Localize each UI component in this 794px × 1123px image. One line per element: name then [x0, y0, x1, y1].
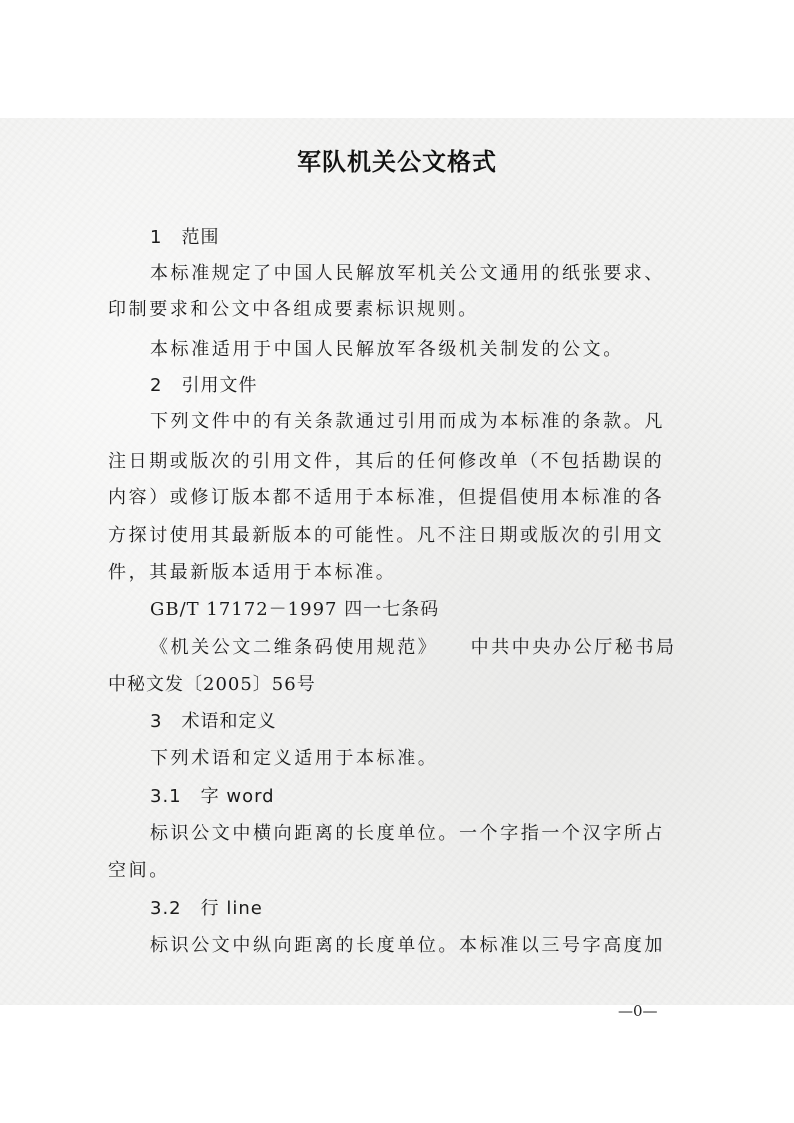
- reference-gbt-17172: GB/T 17172－1997 四一七条码: [150, 599, 440, 620]
- body-line: 方探讨使用其最新版本的可能性。凡不注日期或版次的引用文: [108, 525, 665, 546]
- body-line: 下列文件中的有关条款通过引用而成为本标准的条款。凡: [150, 411, 665, 432]
- document-title: 军队机关公文格式: [297, 148, 497, 176]
- page-number: —0—: [618, 1002, 658, 1020]
- body-line: 标识公文中横向距离的长度单位。一个字指一个汉字所占: [150, 823, 665, 844]
- section-heading-references: 2 引用文件: [150, 375, 258, 396]
- body-line: 注日期或版次的引用文件，其后的任何修改单（不包括勘误的: [108, 451, 665, 472]
- body-line: 本标准规定了中国人民解放军机关公文通用的纸张要求、: [150, 263, 665, 284]
- body-line: 件，其最新版本适用于本标准。: [108, 562, 397, 583]
- body-line: 本标准适用于中国人民解放军各级机关制发的公文。: [150, 339, 624, 360]
- body-line: 印制要求和公文中各组成要素标识规则。: [108, 299, 479, 320]
- subsection-heading-line: 3.2 行 line: [150, 898, 263, 919]
- subsection-heading-word: 3.1 字 word: [150, 786, 275, 807]
- body-line: 标识公文中纵向距离的长度单位。本标准以三号字高度加: [150, 935, 665, 956]
- section-heading-scope: 1 范围: [150, 227, 220, 248]
- reference-qr-spec: 《机关公文二维条码使用规范》 中共中央办公厅秘书局: [150, 637, 677, 658]
- body-line: 下列术语和定义适用于本标准。: [150, 748, 439, 769]
- section-heading-terms: 3 术语和定义: [150, 711, 277, 732]
- body-line: 空间。: [108, 860, 170, 881]
- body-line: 内容）或修订版本都不适用于本标准，但提倡使用本标准的各: [108, 487, 665, 508]
- reference-doc-number: 中秘文发〔2005〕56号: [108, 674, 316, 695]
